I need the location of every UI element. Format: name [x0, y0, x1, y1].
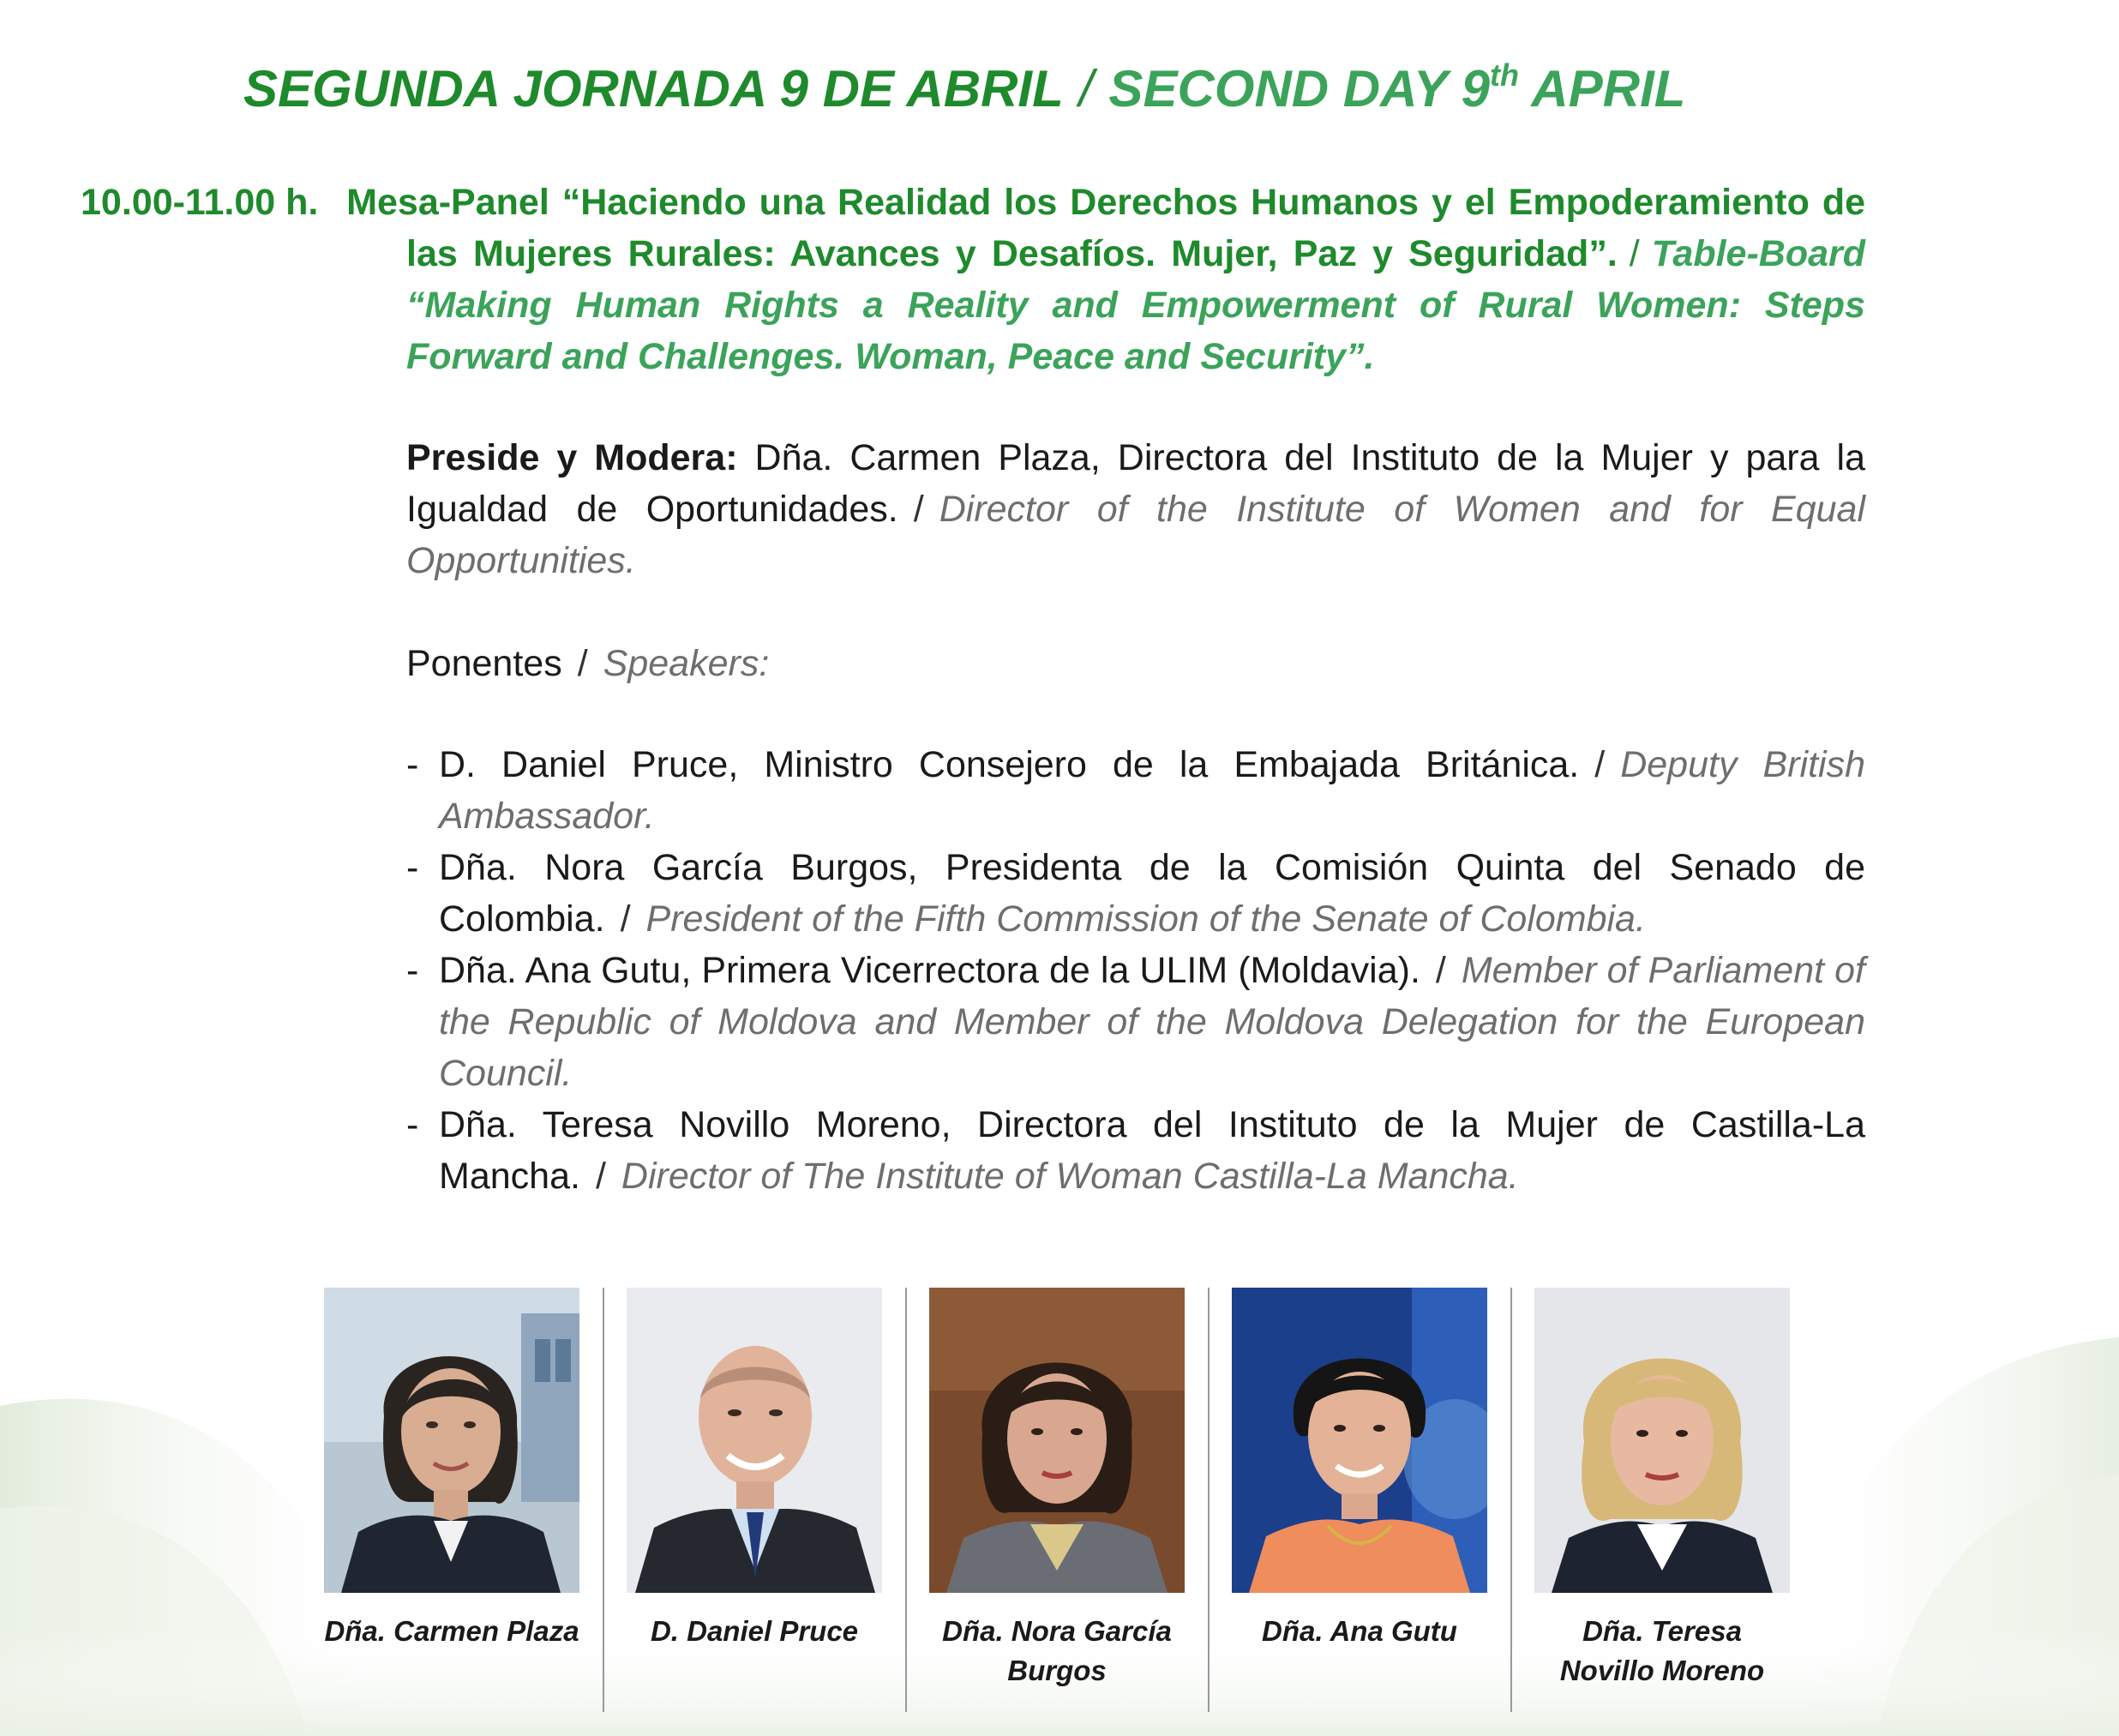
- portrait-photo: [929, 1288, 1185, 1593]
- day-title-english-prefix: SECOND DAY 9: [1108, 60, 1490, 117]
- photo-caption-line: Dña. Teresa: [1582, 1615, 1742, 1647]
- day-title-spanish: SEGUNDA JORNADA 9 DE ABRIL: [243, 60, 1064, 117]
- speaker-text-spanish: Dña. Nora García Burgos, Presidenta de la Comisión Quinta del Senado de Colombia.: [439, 847, 1865, 940]
- moderator-text-spanish: Dña. Carmen Plaza, Directora del Instituto de la Mujer y para la Igualdad de Oportunidades.: [406, 437, 1865, 530]
- photo-card-teresa-novillo-moreno: [1534, 1288, 1790, 1691]
- speaker-text-english: Director of The Institute of Woman Castilla-La Mancha.: [621, 1156, 1519, 1197]
- portrait-photo: [627, 1288, 882, 1593]
- moderator-paragraph: [406, 432, 1865, 586]
- speaker-text-spanish: D. Daniel Pruce, Ministro Consejero de la Embajada Británica.: [439, 744, 1580, 785]
- photo-caption: [1232, 1612, 1487, 1651]
- speakers-label-english: Speakers:: [603, 643, 770, 684]
- speakers-label-spanish: Ponentes: [406, 643, 562, 684]
- speaker-separator: /: [1594, 744, 1606, 785]
- speakers-label-separator: /: [577, 643, 588, 684]
- photo-card-nora-garcia-burgos: [929, 1288, 1185, 1691]
- photo-caption-line: Dña. Ana Gutu: [1262, 1615, 1457, 1647]
- photo-divider: [1208, 1288, 1210, 1712]
- day-title-english: [1108, 57, 1686, 117]
- session-title-spanish: Mesa-Panel “Haciendo una Realidad los Derechos Humanos y el Empoderamiento de las Mujeres Rurales: Avances y Desafíos. Mujer, Paz y Seguridad”.: [346, 182, 1865, 274]
- photo-caption: [1534, 1612, 1790, 1691]
- portrait-photo: [1232, 1288, 1487, 1593]
- speaker-text-english: President of the Fifth Commission of the Senate of Colombia.: [645, 898, 1646, 940]
- list-dash: -: [406, 744, 419, 785]
- speaker-item: [406, 1099, 1865, 1202]
- session-title-english: Table-Board “Making Human Rights a Reality and Empowerment of Rural Women: Steps Forward and Challenges. Woman, Peace and Security”.: [406, 233, 1865, 377]
- photo-divider: [1510, 1288, 1512, 1712]
- photo-caption-line: Novillo Moreno: [1559, 1655, 1765, 1686]
- speaker-item: [406, 842, 1865, 945]
- speaker-separator: /: [620, 898, 631, 940]
- photo-caption: [627, 1612, 882, 1651]
- photo-caption-line: Burgos: [1007, 1655, 1107, 1686]
- session-block: [81, 177, 1865, 382]
- moderator-label: Preside y Modera:: [406, 437, 738, 478]
- speakers-heading: [406, 638, 1865, 689]
- speaker-separator: /: [595, 1156, 606, 1197]
- speakers-list: [406, 739, 1865, 1202]
- day-title: [243, 57, 1685, 120]
- photo-caption: [324, 1612, 579, 1651]
- portrait-photo: [324, 1288, 579, 1593]
- photo-caption-line: Dña. Nora García: [942, 1615, 1172, 1647]
- list-dash: -: [406, 950, 419, 991]
- photo-divider: [603, 1288, 604, 1712]
- photo-caption-line: Dña. Carmen Plaza: [324, 1615, 579, 1647]
- photo-card-carmen-plaza: [324, 1288, 579, 1651]
- speaker-separator: /: [1435, 950, 1446, 991]
- day-title-separator: /: [1078, 60, 1094, 117]
- day-title-english-month: APRIL: [1531, 60, 1686, 117]
- speaker-item: [406, 739, 1865, 842]
- photo-card-daniel-pruce: [627, 1288, 882, 1651]
- session-title-separator: /: [1629, 233, 1640, 274]
- speaker-text-spanish: Dña. Teresa Novillo Moreno, Directora del Instituto de la Mujer de Castilla-La Mancha.: [439, 1104, 1865, 1197]
- photo-divider: [905, 1288, 907, 1712]
- moderator-text-english: Director of the Institute of Women and for Equal Opportunities.: [406, 489, 1865, 581]
- photo-card-ana-gutu: [1232, 1288, 1487, 1651]
- moderator-separator: /: [913, 489, 924, 530]
- photo-caption-line: D. Daniel Pruce: [650, 1615, 859, 1647]
- list-dash: -: [406, 1104, 419, 1145]
- day-title-ordinal-suffix: th: [1489, 57, 1519, 93]
- speaker-text-spanish: Dña. Ana Gutu, Primera Vicerrectora de la ULIM (Moldavia).: [439, 950, 1420, 991]
- speaker-text-english: Member of Parliament of the Republic of Moldova and Member of the Moldova Delegation for the European Council.: [439, 950, 1866, 1094]
- speaker-photos-row: [324, 1288, 1790, 1699]
- session-time: 10.00-11.00 h.: [81, 182, 319, 223]
- speaker-item: [406, 945, 1865, 1099]
- speaker-text-english: Deputy British Ambassador.: [439, 744, 1865, 837]
- photo-caption: [929, 1612, 1185, 1691]
- session-title: [81, 177, 1865, 382]
- list-dash: -: [406, 847, 419, 888]
- portrait-photo: [1534, 1288, 1790, 1593]
